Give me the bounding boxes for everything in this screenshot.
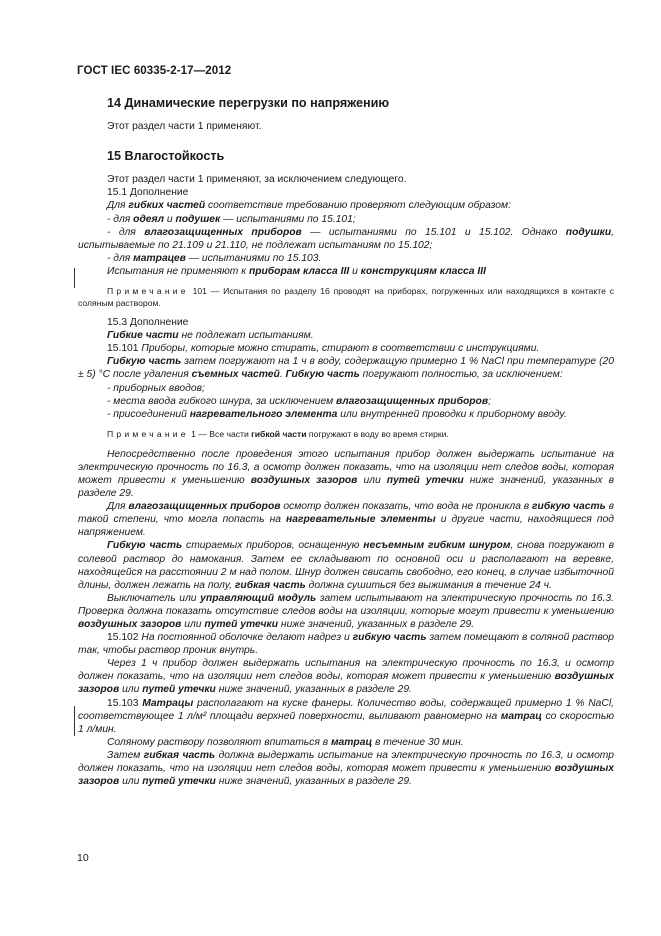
clause-15-102: 15.102 На постоянной оболочке делают надрез и гибкую часть затем помещают в соляной раствор так, чтобы раствор проник внутрь.: [78, 632, 614, 657]
paragraph: Гибкие части не подлежат испытаниям.: [107, 330, 314, 342]
paragraph: Через 1 ч прибор должен выдержать испытания на электрическую прочность по 16.3, и осмотр должен показать, что на изоляции нет следов воды, которая может привести к уменьшению воздушных зазоров или путей утечки ниже значений, указанных в разделе 29.: [78, 658, 614, 696]
list-item: - приборных вводов;: [107, 382, 205, 394]
paragraph: Гибкую часть затем погружают на 1 ч в воду, содержащую примерно 1 % NaCl при температуре (20 ± 5) °С после удаления съемных частей. Гибкую часть погружают полностью, за исключением:: [78, 356, 614, 381]
paragraph: Испытания не применяют к приборам класса III и конструкциям класса III: [107, 265, 486, 277]
section-14-title: 14 Динамические перегрузки по напряжению: [107, 96, 390, 110]
list-item: - для матрацев — испытаниями по 15.103.: [107, 252, 322, 264]
list-item: - присоединений нагревательного элемента или внутренней проводки к приборному вводу.: [107, 408, 567, 420]
change-bar: [74, 268, 75, 288]
list-item: - для одеял и подушек — испытаниями по 15.101;: [107, 213, 356, 225]
note-101: Примечание 101 — Испытания по разделу 16 проводят на приборах, погруженных или находящихся в контакте с соляным раствором.: [78, 286, 614, 309]
paragraph: Для влагозащищенных приборов осмотр должен показать, что вода не проникла в гибкую часть в такой степени, что могла попасть на нагревательные элементы и другие части, находящиеся под напряжением.: [78, 501, 615, 539]
document-body: [78, 92, 614, 788]
clause-15-101: 15.101 Приборы, которые можно стирать, стирают в соответствии с инструкциями.: [107, 343, 540, 355]
paragraph: Гибкую часть стираемых приборов, оснащенную несъемным гибким шнуром, снова погружают в солевой раствор до намокания. Затем ее складывают по основной оси и располагают на веревке, находящейся на расстоянии 2 м над полом. Шнур должен свисать свободно, его конец, в случае избыточной длины, должен лежать на полу, гибкая часть должна сушиться без выжимания в течение 24 ч.: [78, 540, 614, 591]
document-header: ГОСТ IEC 60335-2-17—2012: [77, 65, 232, 77]
section-15-title: 15 Влагостойкость: [107, 149, 225, 164]
change-bar: [74, 706, 75, 736]
paragraph: Затем гибкая часть должна выдержать испытание на электрическую прочность по 16.3, и осмотр должен показать, что на изоляции нет следов воды, которая может привести к уменьшению воздушных зазоров или путей утечки ниже значений, указанных в разделе 29.: [78, 749, 614, 788]
clause-15-3: 15.3 Дополнение: [107, 317, 189, 329]
paragraph: Непосредственно после проведения этого испытания прибор должен выдержать испытание на электрическую прочность по 16.3, а осмотр должен показать, что на изоляции нет следов воды, которая может привести к уменьшению воздушных зазоров или путей утечки ниже значений, указанных в разделе 29.: [78, 448, 614, 500]
section-14-body: Этот раздел части 1 применяют.: [107, 121, 262, 133]
page-number: 10: [77, 852, 89, 864]
paragraph: Соляному раствору позволяют впитаться в матрац в течение 30 мин.: [107, 736, 464, 748]
paragraph: Выключатель или управляющий модуль затем испытывают на электрическую прочность по 16.3. Проверка должна показать отсутствие следов воды на изоляции, которые могут привести к уменьшению воздушных зазоров или путей утечки ниже значений, указанных в разделе 29.: [78, 592, 614, 630]
clause-15-1: 15.1 Дополнение: [107, 187, 189, 199]
section-15-intro: Этот раздел части 1 применяют, за исключением следующего.: [107, 174, 407, 186]
note-1: Примечание 1 — Все части гибкой части погружают в воду во время стирки.: [107, 428, 449, 439]
list-item: - места ввода гибкого шнура, за исключением влагозащищенных приборов;: [107, 395, 491, 407]
list-item: - для влагозащищенных приборов — испытаниями по 15.101 и 15.102. Однако подушки, испытываемые по 21.109 и 21.110, не подлежат испытаниям по 15.102;: [78, 226, 614, 251]
clause-15-103: 15.103 Матрацы располагают на куске фанеры. Количество воды, содержащей примерно 1 % NaCl, соответствующее 1 л/м² площади верхней поверхности, выливают равномерно на матрац со скоростью 1 л/мин.: [78, 697, 614, 735]
paragraph: Для гибких частей соответствие требованию проверяют следующим образом:: [107, 200, 511, 212]
